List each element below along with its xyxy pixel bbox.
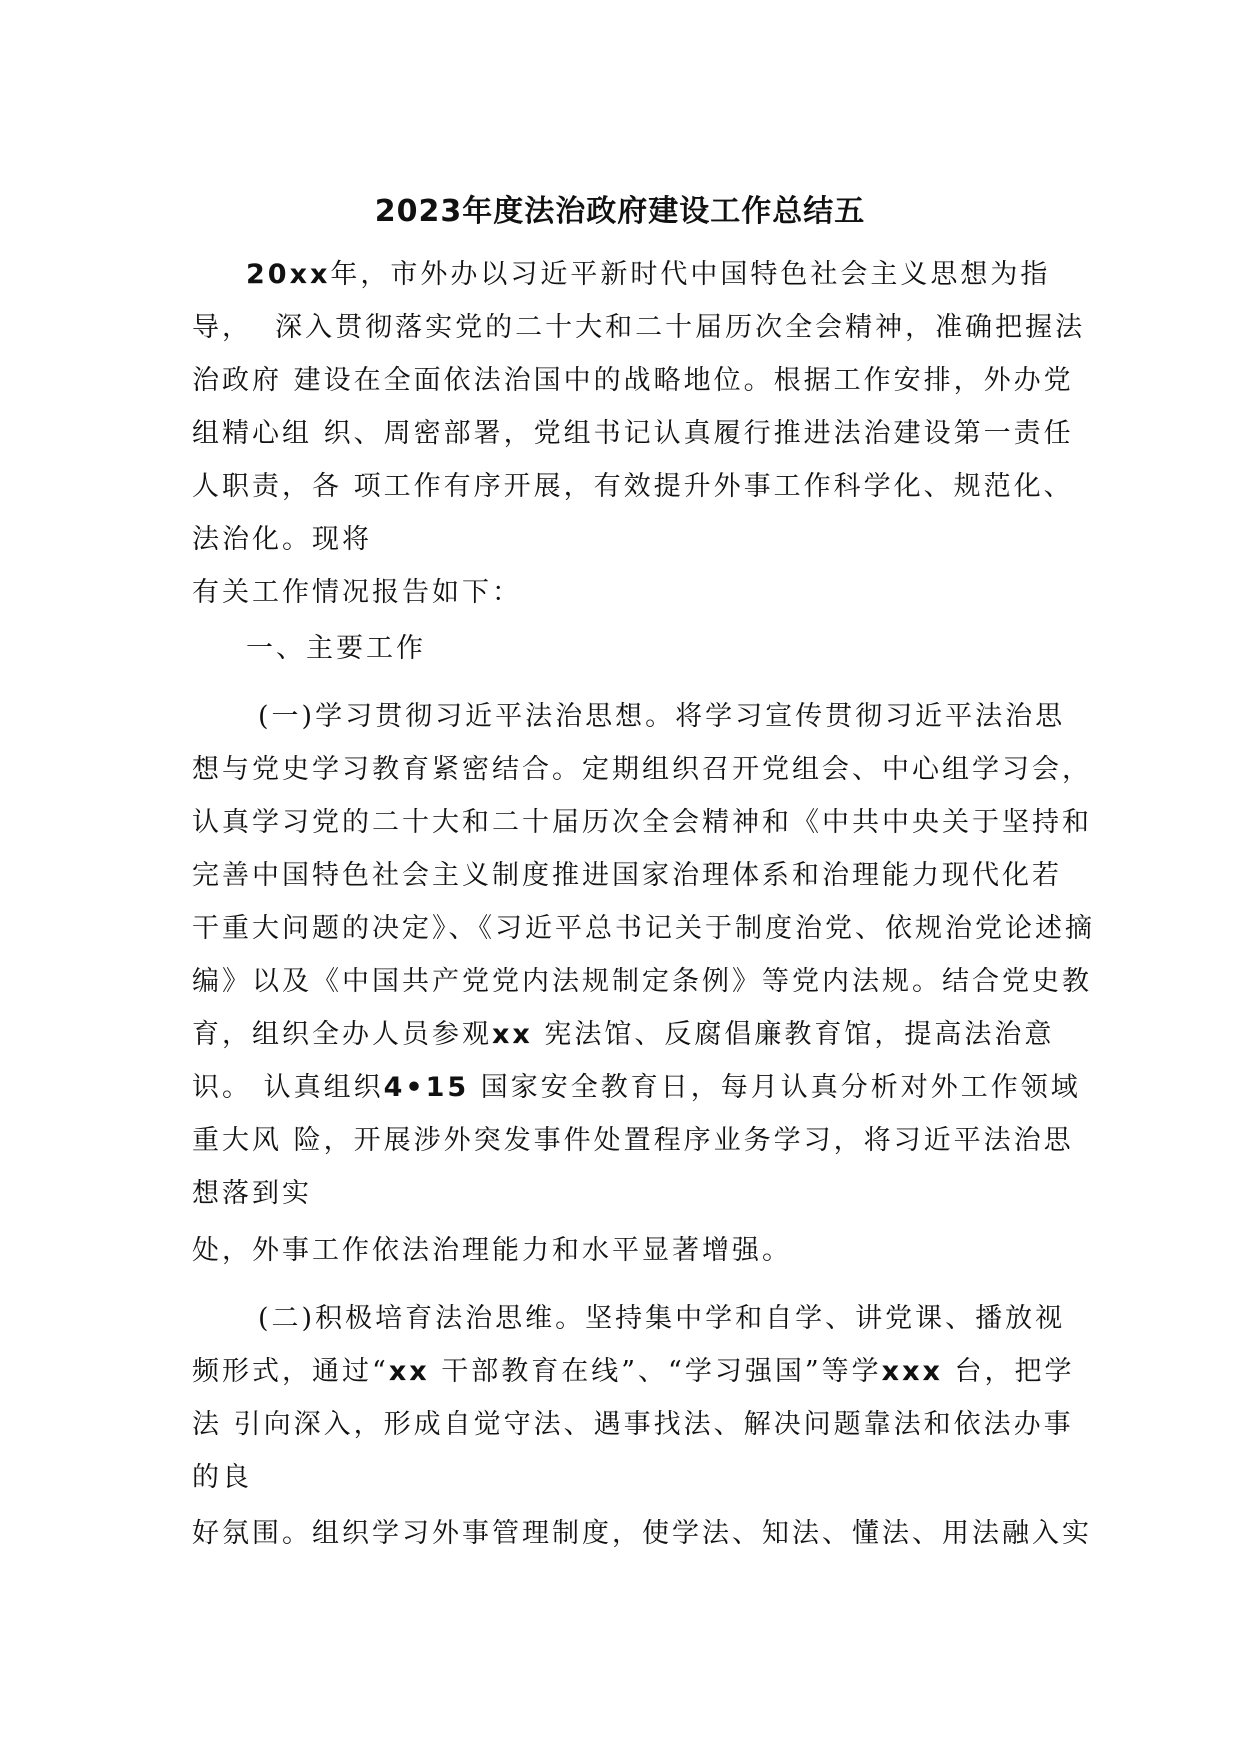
section1-line-5: 干重大问题的决定》、《习近平总书记关于制度治党、依规治党论述摘	[192, 913, 1095, 944]
section1-line-1: (一)学习贯彻习近平法治思想。将学习宣传贯彻习近平法治思	[258, 701, 1066, 732]
intro-line-1-text: 年，市外办以习近平新时代中国特色社会主义思想为指	[330, 259, 1051, 290]
section2-line-1: (二)积极培育法治思维。坚持集中学和自学、讲党课、播放视	[258, 1303, 1066, 1334]
intro-line-3: 治政府 建设在全面依法治国中的战略地位。根据工作安排，外办党	[192, 365, 1074, 396]
section1-line-8-c: 国家安全教育日，每月认真分析对外工作领域	[469, 1072, 1081, 1103]
section2-line-3: 法 引向深入，形成自觉守法、遇事找法、解决问题靠法和依法办事	[192, 1409, 1074, 1440]
document-title: 2023年度法治政府建设工作总结五	[374, 194, 866, 229]
section2-line-4: 的良	[192, 1462, 252, 1493]
section1-line-9: 重大风 险，开展涉外突发事件处置程序业务学习，将习近平法治思	[192, 1125, 1074, 1156]
placeholder-xxx: xxx	[881, 1356, 943, 1387]
intro-line-7: 有关工作情况报告如下：	[192, 577, 522, 608]
section1-line-7-c: 宪法馆、反腐倡廉教育馆，提高法治意	[532, 1019, 1055, 1050]
year-label: 20xx	[246, 259, 331, 290]
section1-line-2: 想与党史学习教育紧密结合。定期组织召开党组会、中心组学习会，	[192, 754, 1092, 785]
section1-line-10: 想落到实	[192, 1178, 312, 1209]
intro-line-6: 法治化。现将	[192, 524, 372, 555]
section2-line-2-a: 频形式，通过“	[192, 1356, 389, 1387]
section2-line-5: 好氛围。组织学习外事管理制度，使学法、知法、懂法、用法融入实	[192, 1518, 1092, 1549]
section2-line-2-c: 干部教育在线”、“学习强国”等学	[429, 1356, 882, 1387]
section2-line-2-e: 台，把学	[942, 1356, 1075, 1387]
section1-line-3: 认真学习党的二十大和二十届历次全会精神和《中共中央关于坚持和	[192, 807, 1092, 838]
intro-line-5: 人职责，各 项工作有序开展，有效提升外事工作科学化、规范化、	[192, 471, 1074, 502]
placeholder-xx: xx	[388, 1356, 430, 1387]
section1-line-8	[192, 1071, 1081, 1105]
section1-line-4: 完善中国特色社会主义制度推进国家治理体系和治理能力现代化若	[192, 860, 1062, 891]
section1-line-7	[192, 1018, 1054, 1052]
placeholder-xx: xx	[492, 1019, 533, 1050]
intro-line-4: 组精心组 织、周密部署，党组书记认真履行推进法治建设第一责任	[192, 418, 1074, 449]
section1-line-7-a: 育，组织全办人员参观	[192, 1019, 492, 1050]
section-heading-main-work: 一、主要工作	[246, 633, 426, 664]
section2-line-2	[192, 1355, 1075, 1389]
section1-line-6: 编》以及《中国共产党党内法规制定条例》等党内法规。结合党史教	[192, 966, 1092, 997]
intro-line-1	[246, 258, 1050, 292]
date-label: 4•15	[383, 1072, 470, 1103]
section1-line-11: 处，外事工作依法治理能力和水平显著增强。	[192, 1235, 792, 1266]
intro-line-2: 导， 深入贯彻落实党的二十大和二十届历次全会精神，准确把握法	[192, 312, 1086, 343]
section1-line-8-a: 识。 认真组织	[192, 1072, 384, 1103]
